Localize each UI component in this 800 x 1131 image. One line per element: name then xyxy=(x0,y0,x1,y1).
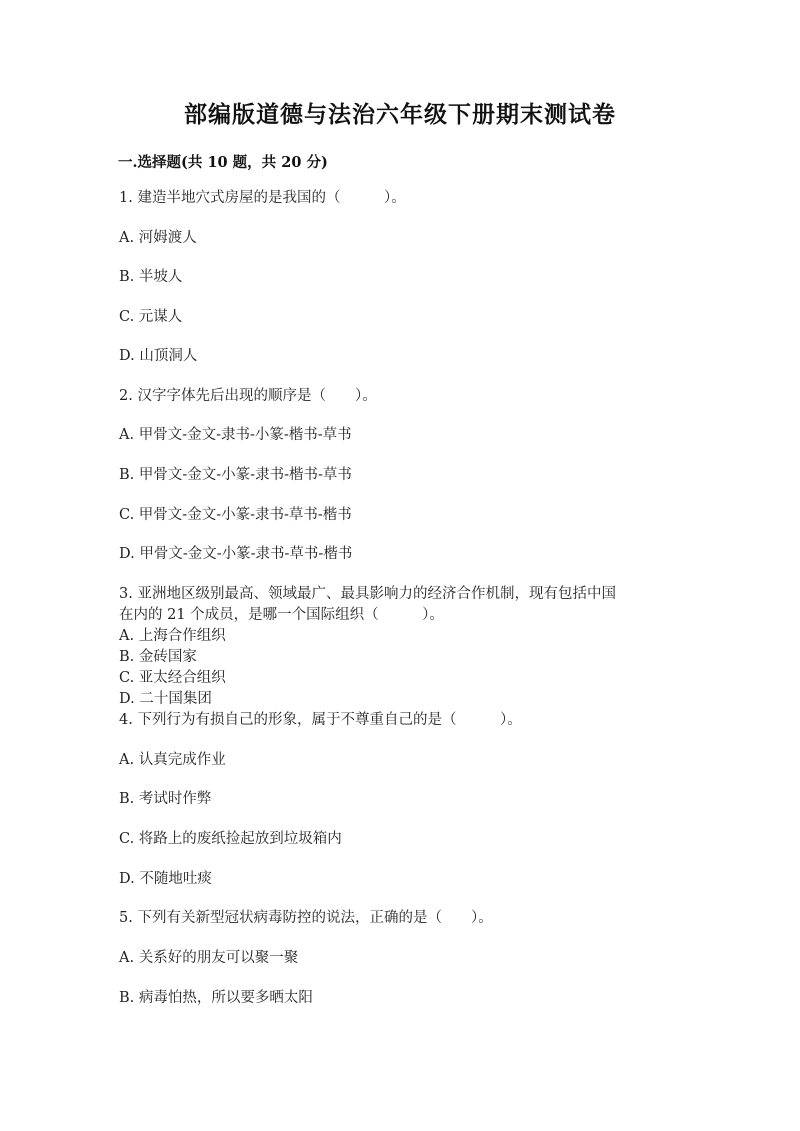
option-4d: D. 不随地吐痰 xyxy=(119,871,212,887)
option-3b: B. 金砖国家 xyxy=(119,649,197,665)
option-2c: C. 甲骨文-金文-小篆-隶书-草书-楷书 xyxy=(119,507,352,523)
option-5b: B. 病毒怕热，所以要多晒太阳 xyxy=(119,990,313,1006)
question-2: 2. 汉字字体先后出现的顺序是（ ）。 xyxy=(119,388,377,404)
option-1b: B. 半坡人 xyxy=(119,269,183,285)
option-3c: C. 亚太经合组织 xyxy=(119,670,226,686)
option-1a: A. 河姆渡人 xyxy=(119,230,197,246)
question-4: 4. 下列行为有损自己的形象，属于不尊重自己的是（ ）。 xyxy=(119,712,522,728)
option-2b: B. 甲骨文-金文-小篆-隶书-楷书-草书 xyxy=(119,467,352,483)
question-3-line-1: 3. 亚洲地区级别最高、领域最广、最具影响力的经济合作机制，现有包括中国 xyxy=(119,586,616,602)
question-3-line-2: 在内的 21 个成员，是哪一个国际组织（ ）。 xyxy=(119,607,444,623)
section-heading: 一.选择题(共 10 题，共 20 分) xyxy=(118,154,328,171)
option-1d: D. 山顶洞人 xyxy=(119,348,198,364)
question-1: 1. 建造半地穴式房屋的是我国的（ ）。 xyxy=(119,190,406,206)
question-5: 5. 下列有关新型冠状病毒防控的说法，正确的是（ ）。 xyxy=(119,910,493,926)
option-1c: C. 元谋人 xyxy=(119,309,183,325)
option-2d: D. 甲骨文-金文-小篆-隶书-草书-楷书 xyxy=(119,546,353,562)
option-3a: A. 上海合作组织 xyxy=(119,628,226,644)
option-4a: A. 认真完成作业 xyxy=(119,752,226,768)
option-5a: A. 关系好的朋友可以聚一聚 xyxy=(119,950,299,966)
option-4b: B. 考试时作弊 xyxy=(119,791,212,807)
page-title: 部编版道德与法治六年级下册期末测试卷 xyxy=(184,101,616,128)
option-2a: A. 甲骨文-金文-隶书-小篆-楷书-草书 xyxy=(119,427,352,443)
option-4c: C. 将路上的废纸捡起放到垃圾箱内 xyxy=(119,831,342,847)
option-3d: D. 二十国集团 xyxy=(119,691,212,707)
